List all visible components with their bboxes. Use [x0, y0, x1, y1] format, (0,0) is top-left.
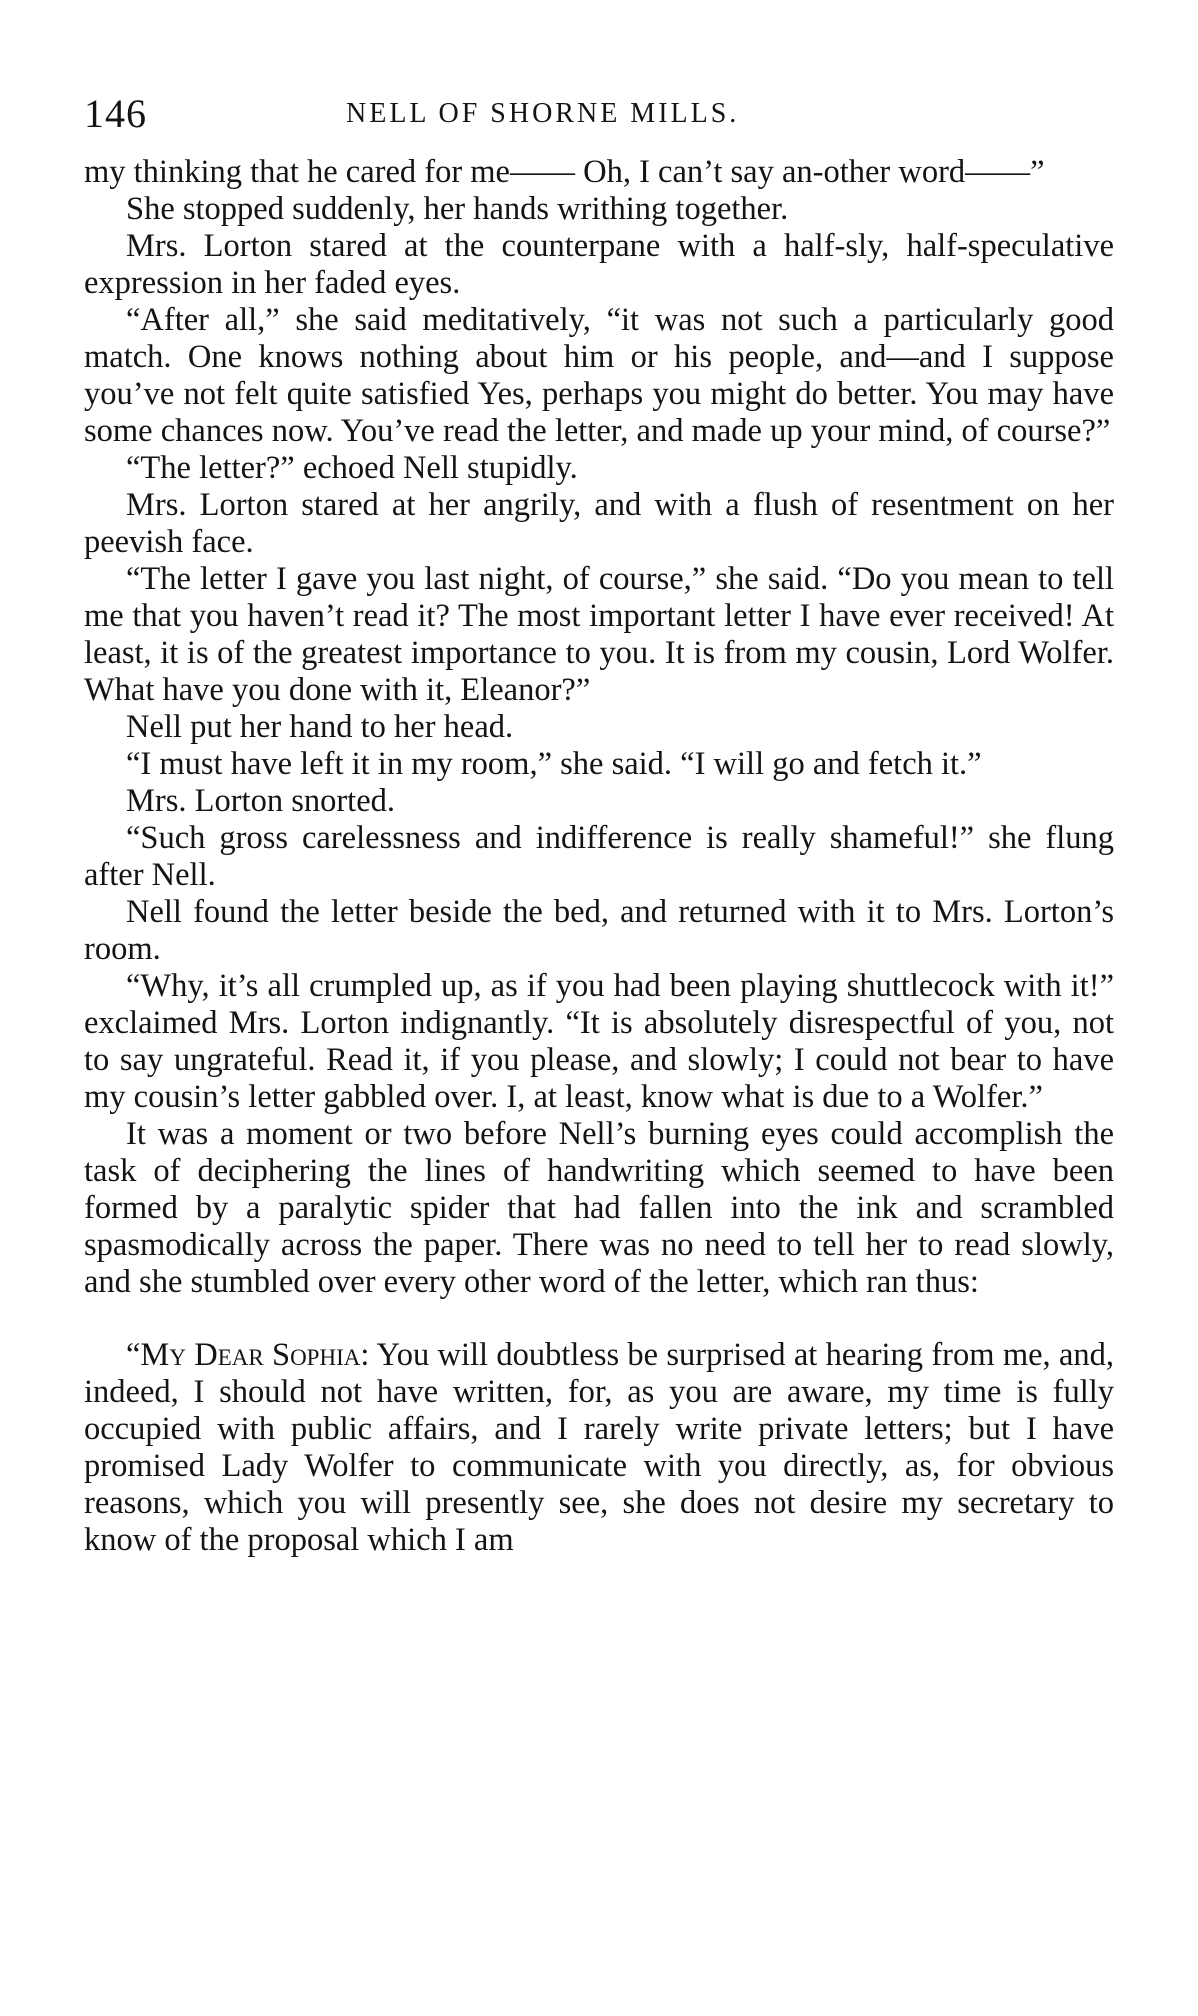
paragraph: Mrs. Lorton stared at her angrily, and with a flush of resentment on her peevish face.: [84, 487, 1114, 560]
body-text: [84, 154, 1114, 1559]
letter-salutation: “My Dear Sophia:: [126, 1337, 370, 1373]
paragraph: my thinking that he cared for me—— Oh, I can’t say an-other word——”: [84, 154, 1045, 190]
letter-paragraph: [84, 1337, 1114, 1559]
paragraph: Mrs. Lorton stared at the counterpane with a half-sly, half-speculative expression in her faded eyes.: [84, 228, 1114, 301]
page-number: 146: [84, 91, 147, 136]
paragraph: “The letter I gave you last night, of course,” she said. “Do you mean to tell me that you haven’t read it? The most important letter I have ever received! At least, it is of the greatest importance to you. It is from my cousin, Lord Wolfer. What have you done with it, Eleanor?”: [84, 561, 1114, 708]
paragraph: She stopped suddenly, her hands writhing together.: [126, 191, 789, 227]
paragraph: Nell found the letter beside the bed, and returned with it to Mrs. Lorton’s room.: [84, 894, 1114, 967]
paragraph: “Why, it’s all crumpled up, as if you had been playing shuttlecock with it!” exclaimed Mrs. Lorton indignantly. “It is absolutely disrespectful of you, not to say ungrateful. Read it, if you please, and slowly; I could not bear to have my cousin’s letter gabbled over. I, at least, know what is due to a Wolfer.”: [84, 968, 1114, 1115]
paragraph: “After all,” she said meditatively, “it was not such a particularly good match. One knows nothing about him or his people, and—and I suppose you’ve not felt quite satisfied Yes, perhaps you might do better. You may have some chances now. You’ve read the letter, and made up your mind, of course?”: [84, 302, 1114, 449]
page-header: [84, 84, 1114, 144]
paragraph: Nell put her hand to her head.: [126, 709, 514, 745]
paragraph: “Such gross carelessness and indifference is really shameful!” she flung after Nell.: [84, 820, 1114, 893]
letter-text: You will doubtless be surprised at hearing from me, and, indeed, I should not have written, for, as you are aware, my time is fully occupied with public affairs, and I rarely write private letters; but I have promised Lady Wolfer to communicate with you directly, as, for obvious reasons, which you will presently see, she does not desire my secretary to know of the proposal which I am: [84, 1337, 1114, 1558]
running-title: NELL OF SHORNE MILLS.: [346, 98, 740, 129]
paragraph: Mrs. Lorton snorted.: [126, 783, 395, 819]
paragraph: “The letter?” echoed Nell stupidly.: [126, 450, 578, 486]
paragraph: It was a moment or two before Nell’s burning eyes could accomplish the task of deciphering the lines of handwriting which seemed to have been formed by a paralytic spider that had fallen into the ink and scrambled spasmodically across the paper. There was no need to tell her to read slowly, and she stumbled over every other word of the letter, which ran thus:: [84, 1116, 1114, 1300]
paragraph: “I must have left it in my room,” she said. “I will go and fetch it.”: [126, 746, 982, 782]
